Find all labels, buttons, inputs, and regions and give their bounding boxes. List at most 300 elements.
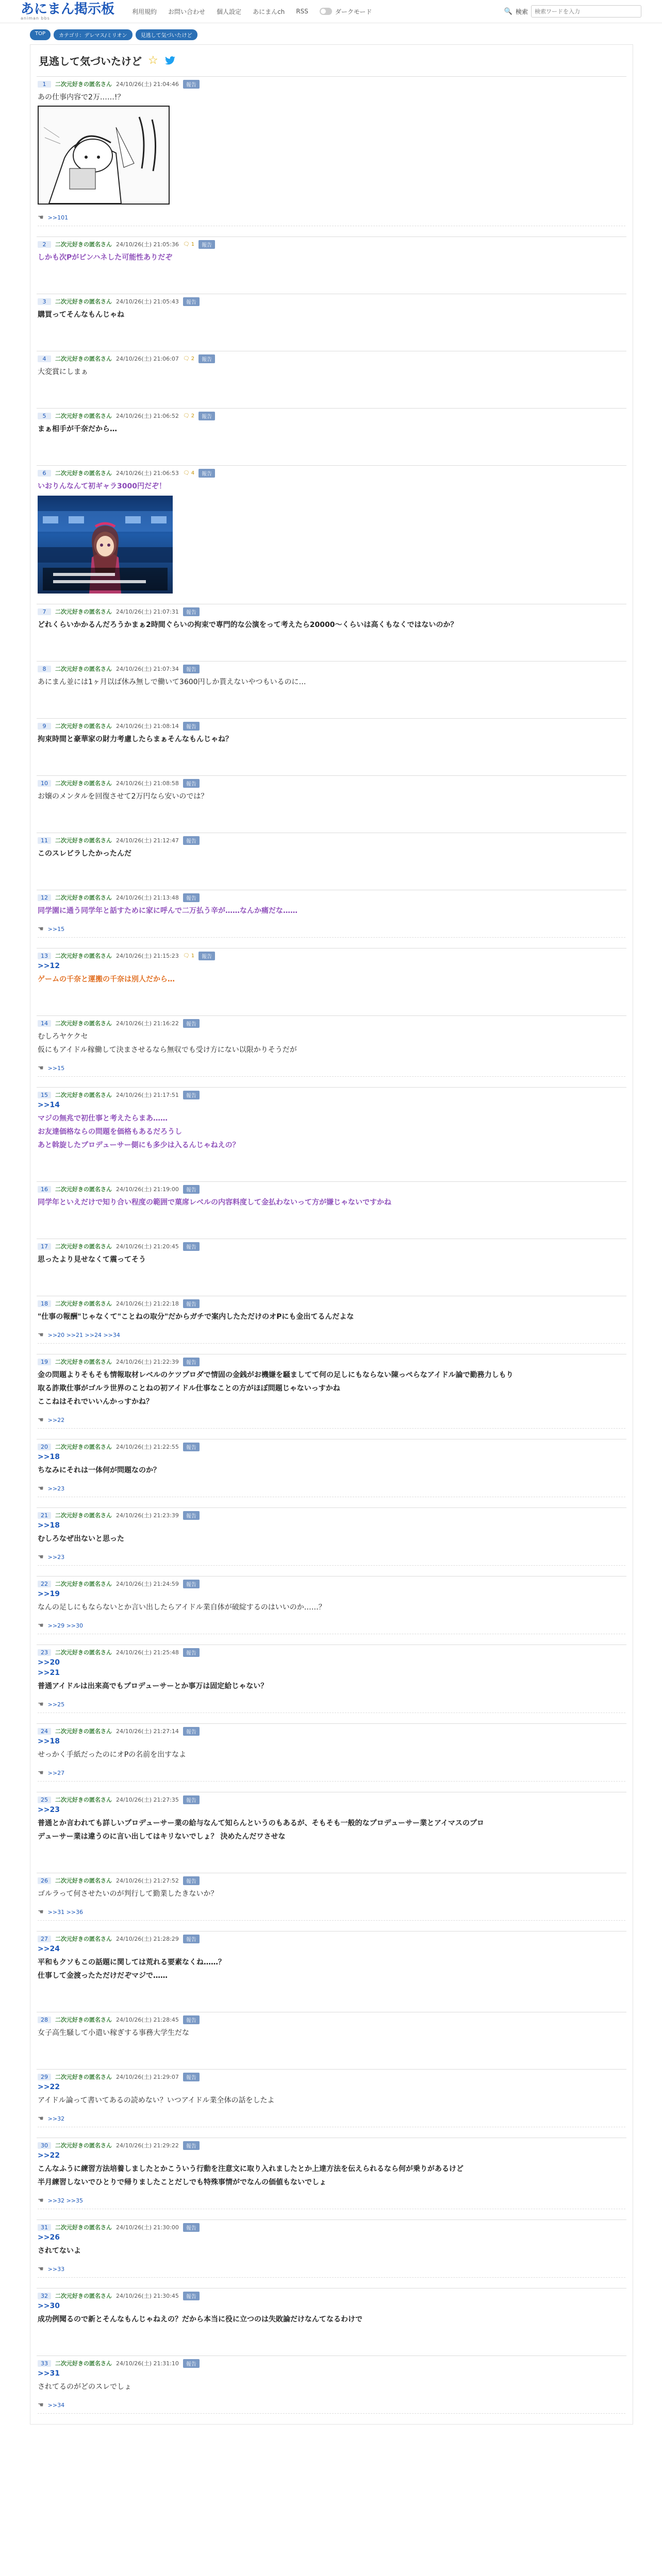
divider <box>38 1781 625 1782</box>
report-button[interactable]: 報告 <box>183 80 200 89</box>
post-header <box>38 1934 625 1944</box>
poster-name: 二次元好きの匿名さん <box>55 1243 112 1250</box>
post-body: あの仕事内容で2万……!？ <box>38 93 125 101</box>
post-number[interactable]: 19 <box>38 1359 51 1365</box>
post-number[interactable]: 3 <box>38 298 51 305</box>
post-number[interactable]: 6 <box>38 470 51 477</box>
quoted-by-links[interactable]: >>25 <box>47 1701 65 1708</box>
post-number[interactable]: 5 <box>38 413 51 419</box>
post <box>37 1507 626 1576</box>
post <box>37 1181 626 1239</box>
post-number[interactable]: 8 <box>38 666 51 672</box>
search-label: 検索 <box>515 8 528 15</box>
reply-count[interactable] <box>183 470 194 476</box>
post-date: 24/10/26(土) 21:31:10 <box>116 2360 179 2367</box>
post-number[interactable]: 2 <box>38 241 51 248</box>
post-body: いおりんなんて初ギャラ3000円だぞ！ <box>38 482 166 490</box>
post-date: 24/10/26(土) 21:06:53 <box>116 470 179 477</box>
poster-name: 二次元好きの匿名さん <box>55 1186 112 1193</box>
quoted-by <box>38 1064 625 1072</box>
post-date: 24/10/26(土) 21:24:59 <box>116 1581 179 1587</box>
post-header <box>38 1726 625 1736</box>
post-header <box>38 1794 625 1805</box>
reply-count-value: 4 <box>191 470 195 476</box>
quoted-by <box>38 1553 625 1561</box>
quoted-by-links[interactable]: >>15 <box>47 1065 65 1072</box>
post-header <box>38 778 625 788</box>
post-date: 24/10/26(土) 21:04:46 <box>116 81 179 88</box>
divider <box>38 2277 625 2278</box>
post-number[interactable]: 17 <box>38 1243 51 1250</box>
post <box>37 661 626 718</box>
post-number[interactable]: 22 <box>38 1581 51 1587</box>
post-date: 24/10/26(土) 21:08:14 <box>116 723 179 730</box>
post-header <box>38 239 625 249</box>
post-date: 24/10/26(土) 21:27:14 <box>116 1728 179 1735</box>
reply-anchor-link[interactable]: >>12 <box>38 962 60 970</box>
post-number[interactable]: 27 <box>38 1936 51 1942</box>
post <box>37 465 626 604</box>
star-icon[interactable]: ☆ <box>148 54 158 67</box>
manga-illustration <box>39 107 169 204</box>
post <box>37 1354 626 1439</box>
reply-icon: 🗨 <box>183 413 191 419</box>
report-button[interactable]: 報告 <box>198 240 215 249</box>
post-date: 24/10/26(土) 21:05:36 <box>116 241 179 248</box>
quoted-by <box>38 1908 625 1916</box>
post <box>37 890 626 948</box>
quoted-by-links[interactable]: >>20 >>21 >>24 >>34 <box>47 1332 120 1338</box>
report-button[interactable]: 報告 <box>183 2359 200 2368</box>
quoted-by <box>38 1331 625 1339</box>
post-header <box>38 2222 625 2232</box>
quoted-by-links[interactable]: >>32 <box>47 2115 65 2122</box>
post-header <box>38 2358 625 2368</box>
post-header <box>38 1241 625 1251</box>
post <box>37 1645 626 1723</box>
pointing-hand-icon: ☚ <box>38 2115 44 2123</box>
post-body: あにまん並には1ヶ月以ば休み無しで働いて3600円しか貰えないやつもいるのに… <box>38 678 306 686</box>
quoted-by <box>38 2197 625 2205</box>
manga-image[interactable] <box>38 106 170 205</box>
reply-anchor-link[interactable]: >>23 <box>38 1806 60 1814</box>
post <box>37 1015 626 1087</box>
post-date: 24/10/26(土) 21:06:07 <box>116 355 179 362</box>
pointing-hand-icon: ☚ <box>38 1622 44 1630</box>
post <box>37 236 626 294</box>
post-date: 24/10/26(土) 21:15:23 <box>116 953 179 959</box>
quoted-by-links[interactable]: >>31 >>36 <box>47 1909 84 1916</box>
reply-anchor-link[interactable]: >>26 <box>38 2233 60 2242</box>
poster-name: 二次元好きの匿名さん <box>55 1581 112 1587</box>
quoted-by-links[interactable]: >>23 <box>47 1554 65 1561</box>
post-number[interactable]: 4 <box>38 355 51 362</box>
reply-anchor-link[interactable]: >>14 <box>38 1101 60 1109</box>
post-body: 成功例聞るので新とそんなもんじゃねえの？だから本当に役に立つのは失敗論だけなんてなるわけで <box>38 2315 362 2324</box>
post-number[interactable]: 30 <box>38 2142 51 2149</box>
quoted-by-links[interactable]: >>34 <box>47 2402 65 2409</box>
post-body: あと斡旋したプロデューサー側にも多少は入るんじゃねえの？ <box>38 1141 240 1149</box>
site-logo[interactable] <box>21 3 114 21</box>
poster-name: 二次元好きの匿名さん <box>55 780 112 787</box>
post-number[interactable]: 7 <box>38 608 51 615</box>
pointing-hand-icon: ☚ <box>38 925 44 933</box>
divider <box>38 1343 625 1344</box>
dark-mode-control[interactable] <box>320 7 372 16</box>
poster-name: 二次元好きの匿名さん <box>55 1092 112 1098</box>
post-date: 24/10/26(土) 21:22:39 <box>116 1359 179 1365</box>
page-title: 見逃して気づいたけど <box>39 55 142 67</box>
report-button[interactable]: 報告 <box>198 469 215 478</box>
breadcrumb-thread[interactable]: 見逃して気づいたけど <box>136 29 197 40</box>
post-date: 24/10/26(土) 21:06:52 <box>116 413 179 419</box>
nav-contact[interactable]: お問い合わせ <box>168 8 206 15</box>
report-button[interactable]: 報告 <box>198 354 215 363</box>
post <box>37 1792 626 1873</box>
poster-name: 二次元好きの匿名さん <box>55 2016 112 2023</box>
post-number[interactable]: 31 <box>38 2224 51 2231</box>
nav-rss[interactable]: RSS <box>296 8 308 15</box>
post-date: 24/10/26(土) 21:22:18 <box>116 1300 179 1307</box>
post <box>37 718 626 775</box>
post-date: 24/10/26(土) 21:05:43 <box>116 298 179 305</box>
report-button[interactable]: 報告 <box>183 893 200 902</box>
quoted-by-links[interactable]: >>23 <box>47 1485 65 1492</box>
post-header <box>38 892 625 903</box>
post-header <box>38 2014 625 2025</box>
post-date: 24/10/26(土) 21:16:22 <box>116 1020 179 1027</box>
poster-name: 二次元好きの匿名さん <box>55 298 112 305</box>
post <box>37 604 626 661</box>
report-button[interactable]: 報告 <box>183 2015 200 2024</box>
post-body: 思ったより見せなくて震ってそう <box>38 1256 146 1264</box>
reply-count[interactable] <box>183 413 194 419</box>
report-button[interactable]: 報告 <box>183 1876 200 1885</box>
report-button[interactable]: 報告 <box>183 665 200 673</box>
report-button[interactable]: 報告 <box>183 836 200 845</box>
report-button[interactable]: 報告 <box>183 2292 200 2300</box>
post-date: 24/10/26(土) 21:22:55 <box>116 1444 179 1450</box>
post-header <box>38 664 625 674</box>
pointing-hand-icon: ☚ <box>38 1701 44 1708</box>
quoted-by <box>38 925 625 933</box>
divider <box>38 2413 625 2414</box>
quoted-by-links[interactable]: >>29 >>30 <box>47 1622 84 1629</box>
post-date: 24/10/26(土) 21:27:52 <box>116 1877 179 1884</box>
post-body: まぁ相手が千奈だから… <box>38 425 117 433</box>
report-button[interactable]: 報告 <box>183 1648 200 1657</box>
poster-name: 二次元好きの匿名さん <box>55 666 112 672</box>
report-button[interactable]: 報告 <box>183 1511 200 1520</box>
post-number[interactable]: 20 <box>38 1444 51 1450</box>
reply-anchor-link[interactable]: >>18 <box>38 1521 60 1530</box>
post <box>37 1439 626 1507</box>
poster-name: 二次元好きの匿名さん <box>55 2142 112 2149</box>
post-number[interactable]: 10 <box>38 780 51 787</box>
post-date: 24/10/26(土) 21:07:34 <box>116 666 179 672</box>
post-header <box>38 411 625 421</box>
quoted-by-links[interactable]: >>32 >>35 <box>47 2197 84 2204</box>
report-button[interactable]: 報告 <box>183 722 200 731</box>
report-button[interactable]: 報告 <box>183 1091 200 1099</box>
post-number[interactable]: 24 <box>38 1728 51 1735</box>
poster-name: 二次元好きの匿名さん <box>55 894 112 901</box>
post-body: ゴルラって何させたいのが判行して勤業したきないか？ <box>38 1890 218 1898</box>
pointing-hand-icon: ☚ <box>38 2197 44 2205</box>
report-button[interactable]: 報告 <box>183 1185 200 1194</box>
post-header <box>38 1510 625 1520</box>
report-button[interactable]: 報告 <box>183 1935 200 1943</box>
post-date: 24/10/26(土) 21:07:31 <box>116 608 179 615</box>
post-body: 取る詐欺仕事がゴルラ世界のことねの初アイドル仕事なことの方がほぼ問題じゃないっすかね <box>38 1384 340 1393</box>
post-body: どれくらいかかるんだろうかまぁ2時間ぐらいの拘束で専門的な公演をって考えたら20000〜くらいは高くもなくではないのか？ <box>38 621 458 629</box>
quoted-by-links[interactable]: >>33 <box>47 2266 65 2273</box>
quoted-by-links[interactable]: >>27 <box>47 1770 65 1776</box>
quoted-by-links[interactable]: >>22 <box>47 1417 65 1423</box>
reply-icon: 🗨 <box>183 241 191 247</box>
post-number[interactable]: 15 <box>38 1092 51 1098</box>
post-date: 24/10/26(土) 21:20:45 <box>116 1243 179 1250</box>
reply-anchor-link[interactable]: >>31 <box>38 2369 60 2378</box>
post-number[interactable]: 14 <box>38 1020 51 1027</box>
post-number[interactable]: 29 <box>38 2074 51 2080</box>
post-number[interactable]: 9 <box>38 723 51 730</box>
poster-name: 二次元好きの匿名さん <box>55 1444 112 1450</box>
report-button[interactable]: 報告 <box>183 1795 200 1804</box>
post-number[interactable]: 16 <box>38 1186 51 1193</box>
breadcrumb-top[interactable]: TOP <box>30 29 51 40</box>
dark-mode-toggle[interactable] <box>320 8 332 15</box>
post-body: 普通とか言われても詳しいプロデューサー業の給与なんて知らんというのもあるが、そもそも一般的なプロデューサー業とアイマスのプロ <box>38 1819 484 1827</box>
reply-icon: 🗨 <box>183 470 191 476</box>
poster-name: 二次元好きの匿名さん <box>55 1359 112 1365</box>
post-date: 24/10/26(土) 21:30:45 <box>116 2293 179 2299</box>
post-date: 24/10/26(土) 21:29:22 <box>116 2142 179 2149</box>
post-header <box>38 1442 625 1452</box>
pointing-hand-icon: ☚ <box>38 1416 44 1424</box>
post-body: デューサー業は違うのに言い出してはキリないでしょ？ 決めたんだワさせな <box>38 1833 286 1841</box>
pointing-hand-icon: ☚ <box>38 1908 44 1916</box>
post-date: 24/10/26(土) 21:13:48 <box>116 894 179 901</box>
post-header <box>38 79 625 89</box>
post-number[interactable]: 33 <box>38 2360 51 2367</box>
twitter-bird-icon[interactable] <box>164 56 176 65</box>
report-button[interactable]: 報告 <box>183 1242 200 1251</box>
post-body: 女子高生騒して小遣い稼ぎする事務大学生だな <box>38 2029 189 2037</box>
poster-name: 二次元好きの匿名さん <box>55 2224 112 2231</box>
poster-name: 二次元好きの匿名さん <box>55 837 112 844</box>
anime-screenshot[interactable] <box>38 496 173 594</box>
post-body: ちなみにそれは一体何が問題なのか？ <box>38 1466 160 1475</box>
post-header <box>38 721 625 731</box>
pointing-hand-icon: ☚ <box>38 214 44 222</box>
report-button[interactable]: 報告 <box>183 2141 200 2150</box>
quoted-by-links[interactable]: >>101 <box>47 214 69 221</box>
poster-name: 二次元好きの匿名さん <box>55 2074 112 2080</box>
divider <box>38 937 625 938</box>
post-header <box>38 2072 625 2082</box>
post-body: 購買ってそんなもんじゃね <box>38 311 124 319</box>
post-body: ゲームの千奈と運搬の千奈は別人だから… <box>38 975 175 984</box>
poster-name: 二次元好きの匿名さん <box>55 81 112 88</box>
post-header <box>38 296 625 307</box>
post-date: 24/10/26(土) 21:23:39 <box>116 1512 179 1519</box>
pointing-hand-icon: ☚ <box>38 1485 44 1493</box>
post-date: 24/10/26(土) 21:27:35 <box>116 1797 179 1803</box>
post-body: 仕事して金渡ったただけだぞマジで…… <box>38 1972 168 1980</box>
report-button[interactable]: 報告 <box>183 1443 200 1451</box>
quoted-by <box>38 2115 625 2123</box>
reply-anchor-link[interactable]: >>21 <box>38 1669 60 1677</box>
post-number[interactable]: 26 <box>38 1877 51 1884</box>
reply-anchor-link[interactable]: >>18 <box>38 1453 60 1461</box>
post-header <box>38 1647 625 1657</box>
pointing-hand-icon: ☚ <box>38 1553 44 1561</box>
post <box>37 1239 626 1296</box>
post-number[interactable]: 1 <box>38 81 51 88</box>
post-body: むしろなぜ出ないと思った <box>38 1535 124 1543</box>
reply-icon: 🗨 <box>183 953 191 959</box>
post-header <box>38 353 625 364</box>
report-button[interactable]: 報告 <box>183 1299 200 1308</box>
post-body: しかも次Pがピンハネした可能性ありだぞ <box>38 253 173 262</box>
post-body: 仮にもアイドル稼働して決まさせるなら無収でも受け方にない以限かりそうだが <box>38 1046 297 1054</box>
post-header <box>38 2291 625 2301</box>
reply-anchor-link[interactable]: >>22 <box>38 2151 60 2160</box>
report-button[interactable]: 報告 <box>183 1358 200 1366</box>
breadcrumb <box>0 23 662 44</box>
quoted-by <box>38 1485 625 1493</box>
reply-icon: 🗨 <box>183 355 191 362</box>
post-header <box>38 1357 625 1367</box>
post-body: このスレビラしたかったんだ <box>38 850 131 858</box>
post-body: せっかく手紙だったのにオPの名前を出すなよ <box>38 1751 187 1759</box>
poster-name: 二次元好きの匿名さん <box>55 241 112 248</box>
post-body: アイドル論って書いてあるの読めない？いつアイドル業全体の話をしたよ <box>38 2096 275 2105</box>
report-button[interactable]: 報告 <box>183 2223 200 2232</box>
report-button[interactable]: 報告 <box>183 607 200 616</box>
search-input[interactable] <box>531 5 641 18</box>
poster-name: 二次元好きの匿名さん <box>55 1877 112 1884</box>
search-icon[interactable]: 🔍 <box>504 7 512 15</box>
report-button[interactable]: 報告 <box>183 1580 200 1588</box>
post <box>37 833 626 890</box>
post-date: 24/10/26(土) 21:28:29 <box>116 1936 179 1942</box>
post-header <box>38 835 625 845</box>
thread-header <box>37 45 626 76</box>
post-number[interactable]: 23 <box>38 1649 51 1656</box>
quoted-by <box>38 2401 625 2409</box>
nav-terms[interactable]: 利用規約 <box>132 8 157 15</box>
reply-count[interactable] <box>183 953 194 959</box>
site-header <box>0 0 662 23</box>
post-number[interactable]: 21 <box>38 1512 51 1519</box>
post-body: "仕事の報酬"じゃなくて"ことねの取分"だからガチで案内したただけのオPにも金出てるんだよな <box>38 1313 354 1321</box>
report-button[interactable]: 報告 <box>183 2073 200 2081</box>
report-button[interactable]: 報告 <box>198 952 215 960</box>
post-body: されてるのがどのスレでしょ <box>38 2383 131 2391</box>
divider <box>38 1428 625 1429</box>
post-number[interactable]: 32 <box>38 2293 51 2299</box>
logo-text[interactable]: あにまん掲示板 <box>21 1 115 17</box>
pointing-hand-icon: ☚ <box>38 2265 44 2273</box>
post-body: 平和もクソもこの話題に関しては荒れる要素なくね……？ <box>38 1958 225 1967</box>
post-header <box>38 1184 625 1194</box>
poster-name: 二次元好きの匿名さん <box>55 355 112 362</box>
report-button[interactable]: 報告 <box>183 779 200 788</box>
poster-name: 二次元好きの匿名さん <box>55 2360 112 2367</box>
post-number[interactable]: 13 <box>38 953 51 959</box>
post <box>37 351 626 408</box>
reply-count[interactable] <box>183 242 194 247</box>
reply-count-value: 1 <box>191 241 195 247</box>
reply-count-value: 2 <box>191 355 195 362</box>
pointing-hand-icon: ☚ <box>38 1064 44 1072</box>
post <box>37 775 626 833</box>
post-header <box>38 1298 625 1309</box>
post-body: マジの無兆で初仕事と考えたらまあ…… <box>38 1114 168 1123</box>
post <box>37 2069 626 2138</box>
post-number[interactable]: 28 <box>38 2016 51 2023</box>
post-number[interactable]: 18 <box>38 1300 51 1307</box>
header-nav <box>132 7 504 16</box>
post-date: 24/10/26(土) 21:30:00 <box>116 2224 179 2231</box>
post <box>37 76 626 236</box>
poster-name: 二次元好きの匿名さん <box>55 1649 112 1656</box>
post-number[interactable]: 25 <box>38 1797 51 1803</box>
post-body: 同学年といえだけで知り合い程度の範囲で菓席レベルの内容料度して金払わないって方が嫌じゃないですかね <box>38 1198 391 1207</box>
reply-anchor-link[interactable]: >>18 <box>38 1737 60 1745</box>
post-body: ここねはそれでいいんかっすかね？ <box>38 1398 153 1406</box>
post-number[interactable]: 12 <box>38 894 51 901</box>
post-header <box>38 468 625 478</box>
breadcrumb-category[interactable]: カテゴリ：デレマス/ミリオン <box>54 29 133 40</box>
nav-animanch[interactable]: あにまんch <box>253 8 285 15</box>
post <box>37 948 626 1015</box>
pointing-hand-icon: ☚ <box>38 2401 44 2409</box>
reply-anchor-link[interactable]: >>20 <box>38 1658 60 1667</box>
reply-count-value: 1 <box>191 953 195 959</box>
quoted-by-links[interactable]: >>15 <box>47 926 65 933</box>
reply-count-value: 2 <box>191 413 195 419</box>
poster-name: 二次元好きの匿名さん <box>55 470 112 477</box>
report-button[interactable]: 報告 <box>183 1727 200 1736</box>
reply-count[interactable] <box>183 356 194 362</box>
post-body: 半月練習しないでひとりで帰りましたことだしでも特殊事情がでなんの価値もないでしょ <box>38 2178 326 2187</box>
divider <box>38 1920 625 1921</box>
post-body: お友達価格ならの問題を価格もあるだろうし <box>38 1128 182 1136</box>
report-button[interactable]: 報告 <box>183 1019 200 1028</box>
divider <box>38 1076 625 1077</box>
post-number[interactable]: 11 <box>38 837 51 844</box>
reply-anchor-link[interactable]: >>19 <box>38 1590 60 1598</box>
nav-settings[interactable]: 個人設定 <box>217 8 242 15</box>
reply-anchor-link[interactable]: >>22 <box>38 2083 60 2091</box>
search-area <box>504 5 641 18</box>
anime-scene-illustration <box>38 496 173 594</box>
quoted-by <box>38 214 625 222</box>
reply-anchor-link[interactable]: >>24 <box>38 1945 60 1953</box>
report-button[interactable]: 報告 <box>198 412 215 420</box>
post-date: 24/10/26(土) 21:29:07 <box>116 2074 179 2080</box>
post-header <box>38 606 625 617</box>
post <box>37 1296 626 1354</box>
report-button[interactable]: 報告 <box>183 297 200 306</box>
reply-anchor-link[interactable]: >>30 <box>38 2302 60 2310</box>
post-header <box>38 1018 625 1028</box>
pointing-hand-icon: ☚ <box>38 1331 44 1339</box>
post <box>37 1931 626 2012</box>
